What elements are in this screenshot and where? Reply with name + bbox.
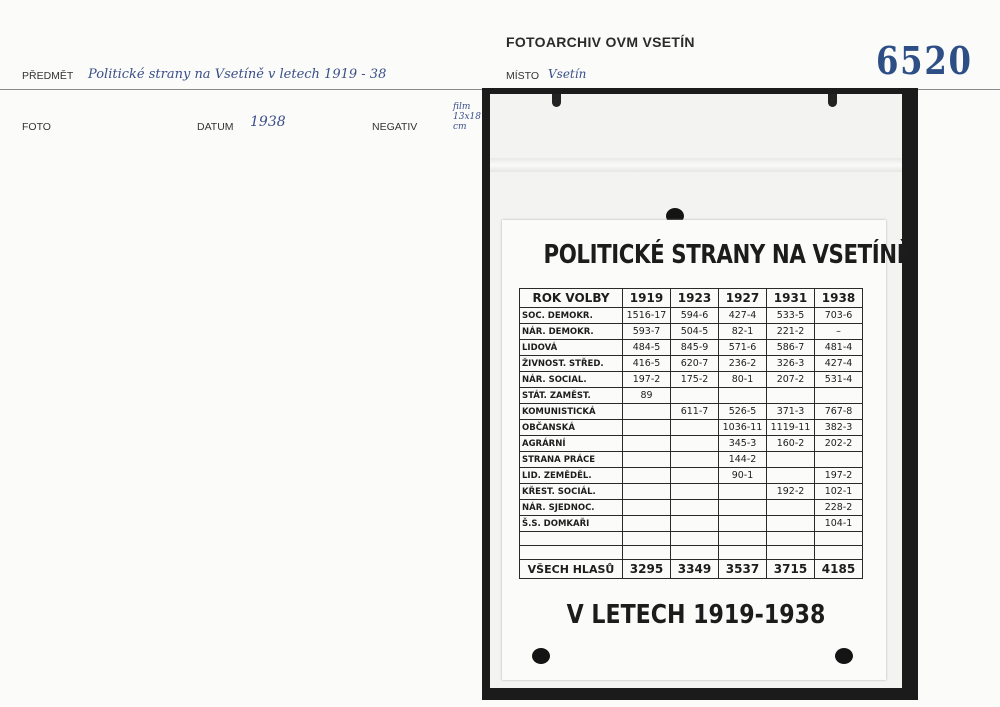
blank-cell xyxy=(623,532,671,546)
table-row xyxy=(520,372,863,388)
table-row xyxy=(520,388,863,404)
party-name: OBČANSKÁ xyxy=(520,420,623,436)
vote-cell: 221-2 xyxy=(767,324,815,340)
date-label: DATUM xyxy=(197,121,234,133)
photo-label: FOTO xyxy=(22,121,51,133)
year-header: 1938 xyxy=(815,289,863,308)
poster xyxy=(502,220,911,680)
party-name: ŽIVNOST. STŘED. xyxy=(520,356,623,372)
vote-cell xyxy=(671,452,719,468)
place-label: MÍSTO xyxy=(506,70,540,82)
vote-cell: 89 xyxy=(623,388,671,404)
total-label: VŠECH HLASŮ xyxy=(520,560,623,579)
vote-cell xyxy=(815,388,863,404)
blank-cell xyxy=(815,546,863,560)
party-name: LIDOVÁ xyxy=(520,340,623,356)
vote-cell: 526-5 xyxy=(719,404,767,420)
blank-cell xyxy=(671,532,719,546)
table-row xyxy=(520,308,863,324)
party-name: AGRÁRNÍ xyxy=(520,436,623,452)
vote-cell: 202-2 xyxy=(815,436,863,452)
vote-cell xyxy=(623,500,671,516)
fold-shadow xyxy=(490,158,902,172)
vote-cell xyxy=(815,452,863,468)
photo-print xyxy=(490,94,911,688)
party-name: STRANA PRÁCE xyxy=(520,452,623,468)
clip-left xyxy=(552,94,561,107)
vote-cell xyxy=(719,484,767,500)
blank-cell xyxy=(767,532,815,546)
party-name: LID. ZEMĚDĚL. xyxy=(520,468,623,484)
table-row xyxy=(520,452,863,468)
vote-cell: 427-4 xyxy=(815,356,863,372)
vote-cell xyxy=(671,420,719,436)
party-name: Š.S. DOMKAŘI xyxy=(520,516,623,532)
vote-cell: 228-2 xyxy=(815,500,863,516)
blank-cell xyxy=(520,546,623,560)
vote-cell xyxy=(767,468,815,484)
table-row xyxy=(520,324,863,340)
table-row xyxy=(520,500,863,516)
photo-frame xyxy=(482,88,918,700)
vote-cell: 703-6 xyxy=(815,308,863,324)
total-cell: 3349 xyxy=(671,560,719,579)
vote-cell xyxy=(767,500,815,516)
vote-cell xyxy=(623,436,671,452)
table-header-row xyxy=(520,289,863,308)
vote-cell xyxy=(719,516,767,532)
blank-row xyxy=(520,532,863,546)
vote-cell: 175-2 xyxy=(671,372,719,388)
year-header: 1927 xyxy=(719,289,767,308)
vote-cell: 382-3 xyxy=(815,420,863,436)
election-results-table xyxy=(519,288,863,579)
table-row xyxy=(520,436,863,452)
blank-cell xyxy=(671,546,719,560)
vote-cell: 484-5 xyxy=(623,340,671,356)
vote-cell: 80-1 xyxy=(719,372,767,388)
poster-subtitle: V LETECH 1919-1938 xyxy=(566,600,826,630)
total-cell: 3715 xyxy=(767,560,815,579)
year-header: 1923 xyxy=(671,289,719,308)
blank-cell xyxy=(815,532,863,546)
vote-cell: 571-6 xyxy=(719,340,767,356)
blank-cell xyxy=(520,532,623,546)
negative-label: NEGATIV xyxy=(372,121,418,133)
negative-value: film 13x18 cm xyxy=(453,102,481,132)
vote-cell: 160-2 xyxy=(767,436,815,452)
total-row xyxy=(520,560,863,579)
vote-cell xyxy=(719,388,767,404)
vote-cell: 207-2 xyxy=(767,372,815,388)
party-name: KŘEST. SOCIÁL. xyxy=(520,484,623,500)
vote-cell: 1516-17 xyxy=(623,308,671,324)
vote-cell: 104-1 xyxy=(815,516,863,532)
vote-cell xyxy=(623,420,671,436)
blank-row xyxy=(520,546,863,560)
vote-cell: 192-2 xyxy=(767,484,815,500)
blank-cell xyxy=(767,546,815,560)
total-cell: 3295 xyxy=(623,560,671,579)
vote-cell xyxy=(623,484,671,500)
table-row xyxy=(520,468,863,484)
vote-cell xyxy=(671,484,719,500)
vote-cell xyxy=(623,516,671,532)
vote-cell xyxy=(623,404,671,420)
vote-cell: 533-5 xyxy=(767,308,815,324)
vote-cell: 1119-11 xyxy=(767,420,815,436)
party-name: STÁT. ZAMĚST. xyxy=(520,388,623,404)
vote-cell: 197-2 xyxy=(623,372,671,388)
blank-cell xyxy=(719,546,767,560)
vote-cell: 845-9 xyxy=(671,340,719,356)
table-row xyxy=(520,516,863,532)
vote-cell: 531-4 xyxy=(815,372,863,388)
vote-cell: 594-6 xyxy=(671,308,719,324)
vote-cell xyxy=(671,388,719,404)
vote-cell: 620-7 xyxy=(671,356,719,372)
blank-cell xyxy=(719,532,767,546)
year-header: 1931 xyxy=(767,289,815,308)
party-name: NÁR. DEMOKR. xyxy=(520,324,623,340)
table-row xyxy=(520,420,863,436)
pin-bottom-left xyxy=(532,648,550,664)
pin-bottom-right xyxy=(835,648,853,664)
party-name: NÁR. SOCIAL. xyxy=(520,372,623,388)
subject-label: PŘEDMĚT xyxy=(22,70,74,82)
vote-cell: 326-3 xyxy=(767,356,815,372)
vote-cell: 82-1 xyxy=(719,324,767,340)
vote-cell xyxy=(767,516,815,532)
vote-cell: 593-7 xyxy=(623,324,671,340)
vote-cell: 1036-11 xyxy=(719,420,767,436)
vote-cell xyxy=(623,468,671,484)
vote-cell: 236-2 xyxy=(719,356,767,372)
archive-title: FOTOARCHIV OVM VSETÍN xyxy=(506,34,695,50)
clip-right xyxy=(828,94,837,107)
vote-cell: 586-7 xyxy=(767,340,815,356)
blank-cell xyxy=(623,546,671,560)
vote-cell xyxy=(767,388,815,404)
vote-cell xyxy=(671,436,719,452)
vote-cell: 90-1 xyxy=(719,468,767,484)
header-label: ROK VOLBY xyxy=(520,289,623,308)
party-name: SOC. DEMOKR. xyxy=(520,308,623,324)
table-row xyxy=(520,356,863,372)
year-header: 1919 xyxy=(623,289,671,308)
vote-cell xyxy=(671,468,719,484)
vote-cell xyxy=(719,500,767,516)
table-row xyxy=(520,484,863,500)
vote-cell: 611-7 xyxy=(671,404,719,420)
vote-cell xyxy=(623,452,671,468)
vote-cell: 102-1 xyxy=(815,484,863,500)
vote-cell: 427-4 xyxy=(719,308,767,324)
catalog-number: 6520 xyxy=(876,38,973,83)
vote-cell: 144-2 xyxy=(719,452,767,468)
vote-cell xyxy=(671,516,719,532)
table-row xyxy=(520,404,863,420)
date-value: 1938 xyxy=(250,114,286,130)
vote-cell: 481-4 xyxy=(815,340,863,356)
vote-cell xyxy=(767,452,815,468)
table-row xyxy=(520,340,863,356)
party-name: NÁR. SJEDNOC. xyxy=(520,500,623,516)
place-value: Vsetín xyxy=(548,67,587,81)
poster-title: POLITICKÉ STRANY NA VSETÍNĚ xyxy=(543,240,911,270)
vote-cell xyxy=(671,500,719,516)
party-name: KOMUNISTICKÁ xyxy=(520,404,623,420)
vote-cell: – xyxy=(815,324,863,340)
total-cell: 3537 xyxy=(719,560,767,579)
vote-cell: 504-5 xyxy=(671,324,719,340)
subject-value: Politické strany na Vsetíně v letech 1919 - 38 xyxy=(88,67,387,82)
total-cell: 4185 xyxy=(815,560,863,579)
vote-cell: 345-3 xyxy=(719,436,767,452)
vote-cell: 197-2 xyxy=(815,468,863,484)
vote-cell: 416-5 xyxy=(623,356,671,372)
vote-cell: 767-8 xyxy=(815,404,863,420)
vote-cell: 371-3 xyxy=(767,404,815,420)
